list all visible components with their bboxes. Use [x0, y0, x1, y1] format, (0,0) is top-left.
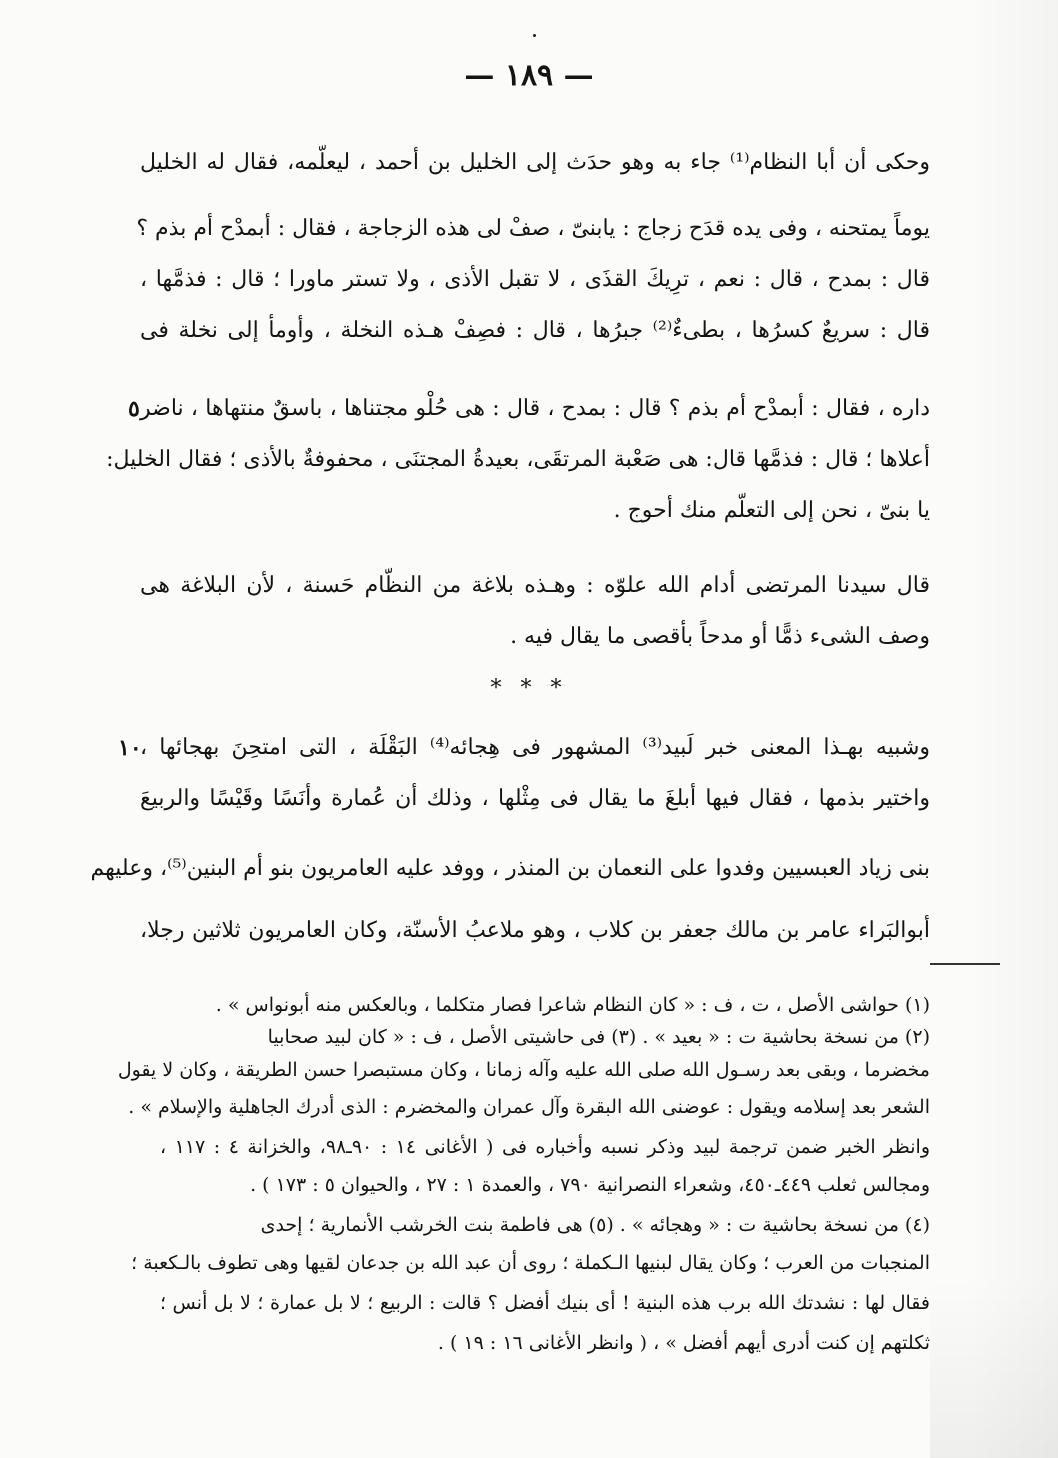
- footnote-line: (١) حواشى الأصل ، ت ، ف : « كان النظام شاعرا فصار متكلما ، وبالعكس منه أبونواس » .: [215, 994, 930, 1016]
- text-line: واختير بذمها ، فقال فيها أبلغَ ما يقال فى مِثْلها ، وذلك أن عُمارة وأنَسًا وقَيْسًا والربيعَ: [140, 786, 930, 811]
- margin-line-number-5: ٥: [128, 396, 140, 422]
- ink-speck: [533, 34, 536, 37]
- footnote-line: المنجبات من العرب ؛ وكان يقال لبنيها الـكملة ؛ روى أن عبد الله بن جدعان لقيها وهى تطوف بالـكعبة ؛: [131, 1252, 930, 1274]
- text-line: وشبيه بهـذا المعنى خبر لَبيد⁽³⁾ المشهور فى هِجائه⁽⁴⁾ البَقْلَة ، التى امتحِنَ بهجائها ،: [140, 735, 931, 760]
- footnote-line: (٤) من نسخة بحاشية ت : « وهجائه » . (٥) هى فاطمة بنت الخرشب الأنمارية ؛ إحدى: [260, 1214, 930, 1236]
- page-corner-shadow: [930, 1278, 1058, 1458]
- text-line: وصف الشىء ذمًّا أو مدحاً بأقصى ما يقال فيه .: [510, 624, 930, 649]
- text-line: يوماً يمتحنه ، وفى يده قدَح زجاج : يابنىّ ، صفْ لى هذه الزجاجة ، فقال : أبمدْح أم بذم ؟: [136, 216, 930, 241]
- footnote-rule: [930, 963, 1000, 965]
- footnote-line: ومجالس ثعلب ٤٤٩ـ٤٥٠، وشعراء النصرانية ٧٩٠ ، والعمدة ١ : ٢٧ ، والحيوان ٥ : ١٧٣ ) .: [250, 1174, 930, 1196]
- section-separator: * * *: [490, 676, 568, 701]
- footnote-line: مخضرما ، وبقى بعد رسـول الله صلى الله عليه وآله زمانا ، وكان مستبصرا حسن الطريقة ، وكان لا يقول: [117, 1059, 930, 1081]
- footnote-line: (٢) من نسخة بحاشية ت : « بعيد » . (٣) فى حاشيتى الأصل ، ف : « كان لبيد صحابيا: [267, 1026, 930, 1048]
- text-line: أعلاها ؛ قال : فذمَّها قال: هى صَعْبة المرتقَى، بعيدةُ المجتنَى ، محفوفةٌ بالأذى ؛ فقال الخليل:: [106, 447, 930, 472]
- footnote-line: الشعر بعد إسلامه ويقول : عوضنى الله البقرة وآل عمران والمخضرم : الذى أدرك الجاهلية والإسلام » .: [128, 1096, 930, 1118]
- text-line: يا بنىّ ، نحن إلى التعلّم منك أحوج .: [613, 498, 930, 523]
- text-line: قال : بمدح ، قال : نعم ، ترِيكَ القذَى ، لا تقبل الأذى ، ولا تستر ماورا ؛ قال : فذمَّها ،: [140, 267, 930, 292]
- page-edge-shadow: [968, 0, 1058, 1458]
- page-number: — ١٨٩ —: [464, 58, 594, 93]
- footnote-line: ثكلتهم إن كنت أدرى أيهم أفضل » ، ( وانظر الأغانى ١٦ : ١٩ ) .: [437, 1332, 930, 1354]
- text-line: وحكى أن أبا النظام⁽¹⁾ جاء به وهو حدَث إلى الخليل بن أحمد ، ليعلّمه، فقال له الخليل: [140, 150, 930, 175]
- text-line: داره ، فقال : أبمدْح أم بذم ؟ قال : بمدح ، قال : هى حُلْو مجتناها ، باسقٌ منتهاها ، ناضر: [140, 396, 930, 421]
- text-line: قال : سريعٌ كسرُها ، بطىءٌ⁽²⁾ جبرُها ، قال : فصِفْ هـذه النخلة ، وأومأ إلى نخلة فى: [140, 318, 930, 343]
- footnote-line: وانظر الخبر ضمن ترجمة لبيد وذكر نسبه وأخباره فى ( الأغانى ١٤ : ٩٠ـ٩٨، والخزانة ٤ : ١١٧ ،: [160, 1136, 930, 1158]
- footnote-line: فقال لها : نشدتك الله برب هذه البنية ! أى بنيك أفضل ؟ قالت : الربيع ؛ لا بل عمارة ؛ لا بل أنس ؛: [160, 1292, 930, 1314]
- text-line: بنى زياد العبسيين وفدوا على النعمان بن المنذر ، ووفد عليه العامريون بنو أم البنين⁽⁵⁾، وعليهم: [90, 856, 930, 881]
- text-line: قال سيدنا المرتضى أدام الله علوّه : وهـذه بلاغة من النظّام حَسنة ، لأن البلاغة هى: [140, 573, 930, 598]
- text-line: أبوالبَراء عامر بن مالك جعفر بن كلاب ، وهو ملاعبُ الأسنّة، وكان العامريون ثلاثين رجلا،: [140, 918, 930, 943]
- margin-line-number-10: ١٠: [118, 735, 142, 761]
